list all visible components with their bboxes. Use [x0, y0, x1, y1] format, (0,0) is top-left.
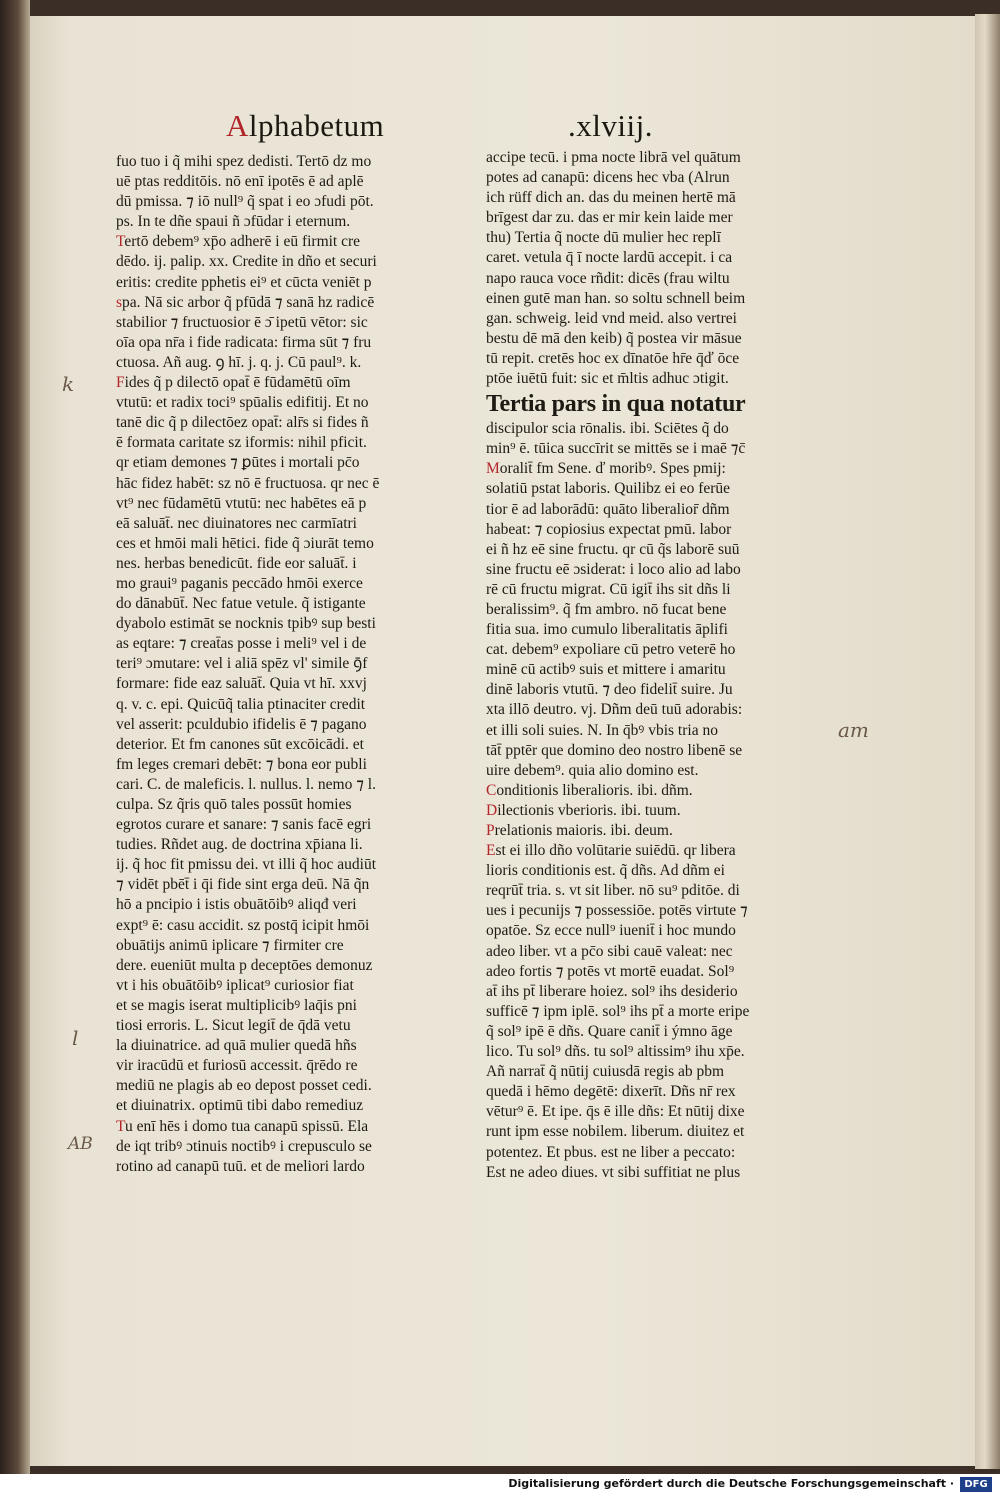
folio-number: .xlviij.: [568, 108, 653, 143]
rubric-initial: T: [116, 233, 125, 251]
text-line: cari. C. de maleficis. l. nullus. l. nemo ⁊ l.: [116, 775, 376, 793]
right-text-column: [486, 148, 749, 1183]
text-line: sufficē ⁊ ipm iplē. sol⁹ ihs pt̄ a morte eripe: [486, 1002, 750, 1020]
page-right-edge: [975, 14, 1000, 1469]
line-text: ides q̃ p dilectō opat̄ ē fūdamētū oīm: [124, 374, 351, 392]
text-line: minē cū actibꝰ suis et mittere i amaritu: [486, 661, 726, 679]
text-line: ei ñ hz eē sine fructu. qr cū q̃s laborē suū: [486, 540, 740, 558]
text-line: obuātijs animū iplicare ⁊ firmiter cre: [116, 936, 344, 954]
text-line: brīgest dar zu. das er mir kein laide mer: [486, 209, 733, 227]
text-line: discipulor scia rōnalis. ibi. Sciētes q̃ do: [486, 420, 729, 438]
rubric-initial: C: [486, 781, 497, 799]
text-line: tāt̄ pptēr que domino deo nostro libenē se: [486, 741, 743, 759]
rubric-initial: M: [486, 460, 500, 478]
text-line: stabilior ⁊ fructuosior ē ɔ̄ ipetū vētor: sic: [116, 313, 368, 331]
text-line: q. v. c. epi. Quicūq̃ talia ptinaciter credit: [116, 695, 366, 713]
text-line: Est ne adeo diues. vt sibi suffitiat ne plus: [486, 1163, 741, 1181]
text-line: [486, 841, 749, 861]
text-line: adeo fortis ⁊ potēs vt mortē euadat. Sol⁹: [486, 962, 735, 980]
text-line: dyabolo estimāt se nocknis tpibꝰ sup besti: [116, 615, 376, 633]
text-line: potes ad canapū: dicens hec vba (Alrun: [486, 169, 730, 187]
text-line: ces et hmōi mali hētici. fide q̃ ɔiurāt temo: [116, 534, 374, 552]
text-line: et diuinatrix. optimū tibi dabo remediuz: [116, 1097, 364, 1115]
text-line: ctuosa. Añ aug. ꝯ hī. j. q. j. Cū paul⁹. k.: [116, 353, 362, 371]
line-text: pa. Nā sic arbor q̃ pfūdā ⁊ sanā hz radicē: [122, 293, 375, 311]
text-line: mediū ne plagis ab eo depost posset cedi.: [116, 1077, 372, 1095]
text-line: teri⁹ ɔmutare: vel i aliā spēz vl' simile ꝯ̄f: [116, 655, 368, 673]
text-line: ptōe iuētū fuit: sic et m̄ltis adhuc ɔtigit.: [486, 370, 729, 388]
text-line: q̃ sol⁹ ipē ē dñs. Quare canit̄ i ýmno āge: [486, 1022, 733, 1040]
text-line: hāc fidez habēt: sz nō ē fructuosa. qr nec ē: [116, 474, 380, 492]
text-line: culpa. Sz q̃ris quō tales possūt homies: [116, 796, 352, 813]
text-line: uire debem⁹. quia alio domino est.: [486, 761, 699, 779]
text-line: runt ipm esse nobilem. liberum. diuitez et: [486, 1123, 745, 1141]
text-line: accipe tecū. i pma nocte librā vel quātum: [486, 149, 741, 166]
text-line: et illi soli suies. N. In q̄bꝰ vbis tria no: [486, 721, 718, 739]
text-line: [116, 373, 379, 393]
line-text: relationis maioris. ibi. deum.: [494, 822, 673, 839]
text-line: qr etiam demones ⁊ ꝑūtes i mortali pc̄o: [116, 454, 360, 472]
running-title: Alphabetum: [226, 108, 385, 143]
text-line: formare: fide eaz saluāt̄. Quia vt hī. xxvj: [116, 675, 367, 693]
text-line: napo rauca voce rñdit: dicēs (frau wiltu: [486, 269, 730, 287]
left-text-column: [116, 152, 379, 1177]
text-line: adeo liber. vt a pc̄o sibi cauē valeat: nec: [486, 942, 733, 960]
text-line: vtutū: et radix toci⁹ spūalis edifitij. Et no: [116, 394, 369, 412]
text-line: habeat: ⁊ copiosius expectat pmū. labor: [486, 520, 732, 538]
text-line: tiosi erroris. L. Sicut legit̄ de q̄dā vetu: [116, 1017, 351, 1035]
line-text: oralit̄ fm Sene. ď moribꝰ. Spes pmij:: [499, 460, 726, 478]
text-line: [486, 821, 749, 841]
text-line: dere. eueniūt multa p deceptōes demonuz: [116, 956, 373, 974]
text-line: la diuinatrice. ad quā mulier quedā hñs: [116, 1037, 357, 1055]
section-heading: Tertia pars in qua notatur: [486, 391, 746, 418]
text-line: tanē dic q̃ p dilectōez opat̄: alr̄s si fides ñ: [116, 414, 369, 432]
text-line: [486, 459, 749, 479]
text-line: deterior. Et fm canones sūt excōicādi. et: [116, 735, 364, 753]
line-text: u enī hēs i domo tua canapū spissū. Ela: [124, 1117, 369, 1135]
text-line: fitia sua. imo cumulo liberalitatis āplifi: [486, 621, 728, 639]
text-line: do dānabūt̄. Nec fatue vetule. q̃ istigante: [116, 595, 366, 613]
text-line: gan. schweig. leid vnd meid. also vertrei: [486, 309, 737, 327]
text-line: oīa opa nr̄a i fide radicata: firma sūt ⁊ fru: [116, 333, 372, 351]
text-line: vētur⁹ ē. Et ipe. q̄s ē ille dñs: Et nūtij dixe: [486, 1103, 745, 1121]
text-line: at̄ ihs pt̄ liberare hoiez. sol⁹ ihs desiderio: [486, 982, 738, 1000]
text-line: lico. Tu sol⁹ dñs. tu sol⁹ altissim⁹ ihu xp̄e.: [486, 1043, 745, 1061]
text-line: ē formata caritate sz iformis: nihil pficit.: [116, 434, 367, 452]
line-text: ilectionis vberioris. ibi. tuum.: [497, 801, 681, 819]
text-line: thu) Tertia q̃ nocte dū mulier hec replī: [486, 229, 721, 247]
text-line: bestu dē mā den keib) q̃ postea vir māsue: [486, 329, 742, 347]
text-line: [116, 232, 379, 252]
text-line: vt⁹ nec fūdamētū vtutū: nec habētes eā p: [116, 494, 367, 512]
text-line: solatiū pstat laboris. Quilibz ei eo ferūe: [486, 480, 731, 498]
text-line: vt i his obuātōibꝰ iplicat⁹ curiosior fiat: [116, 976, 354, 994]
rubric-initial: T: [116, 1117, 125, 1135]
text-line: Añ narrat̄ q̃ nūtij cuiusdā regis ab pbm: [486, 1063, 725, 1081]
text-line: [486, 781, 749, 801]
line-text: onditionis liberalioris. ibi. dñm.: [496, 781, 693, 799]
margin-note: am: [838, 718, 869, 742]
dfg-logo: DFG: [960, 1477, 992, 1492]
text-line: sine fructu eē ɔsiderat: i loco alio ad labo: [486, 560, 741, 578]
text-line: tū repit. cretēs hoc ex dīnatōe hr̄e q̄ď ōce: [486, 349, 740, 367]
rubric-initial: F: [116, 374, 125, 392]
text-line: reqrūt̄ tria. s. vt sit liber. nō su⁹ pditōe. di: [486, 882, 740, 900]
footer-bar: [0, 1474, 1000, 1496]
text-line: [116, 1117, 379, 1137]
text-line: vel asserit: pculdubio ifidelis ē ⁊ pagano: [116, 715, 367, 733]
text-line: et se magis iserat multiplicibꝰ laq̄is pni: [116, 996, 357, 1014]
text-line: opatōe. Sz ecce null⁹ iuenit̄ i hoc mundo: [486, 922, 736, 940]
funding-credit: Digitalisierung gefördert durch die Deutsche Forschungsgemeinschaft ·: [508, 1477, 954, 1490]
rubric-initial: P: [486, 822, 495, 839]
text-line: ich rüff dich an. das du meinen hertē mā: [486, 189, 736, 207]
line-text: st ei illo dño volūtarie suiēdū. qr libera: [495, 842, 736, 860]
text-line: eritis: credite pphetis ei⁹ et cūcta veniēt p: [116, 273, 372, 291]
text-line: beralissim⁹. q̃ fm ambro. nō fucat bene: [486, 600, 727, 618]
text-line: [486, 801, 749, 821]
text-line: [116, 293, 379, 313]
text-line: eā saluāt̄. nec diuinatores nec carmīatri: [116, 514, 357, 532]
text-line: quedā i hēmo degētē: dixerīt. Dñs nr̄ rex: [486, 1083, 736, 1101]
text-line: vir iracūdū et furiosū accessit. q̄rēdo re: [116, 1057, 358, 1075]
text-line: rē cū fructu migrat. Cū igit̄ ihs sit dñs li: [486, 580, 731, 598]
text-line: ⁊ vidēt pbēt̄ i q̄i fide sint erga deū. Nā q̃n: [116, 876, 370, 894]
text-line: fuo tuo i q̃ mihi spez dedisti. Tertō dz mo: [116, 153, 372, 170]
text-line: tior ē ad laborādū: quāto liberalior̄ dñm: [486, 500, 730, 518]
text-line: caret. vetula q̄ ī nocte lardū accepit. i ca: [486, 249, 733, 267]
text-line: ps. In te dñe spaui ñ ɔfūdar i eternum.: [116, 213, 351, 231]
text-line: as eqtare: ⁊ creat̄as posse i meli⁹ vel i de: [116, 635, 367, 653]
text-line: nes. herbas benedicūt. fide eor saluāt̄. i: [116, 554, 357, 572]
text-line: egrotos curare et sanare: ⁊ sanis facē egri: [116, 816, 372, 834]
text-line: potentez. Et pbus. est ne liber a peccato:: [486, 1143, 736, 1161]
rubric-initial: s: [116, 293, 123, 311]
text-line: xta illō deutro. vj. Dñm deū tuū adorabis:: [486, 701, 743, 719]
text-line: min⁹ ē. tūica succīrit se mittēs se i maē ⁊c̄: [486, 440, 746, 458]
text-line: rotino ad canapū tuū. et de meliori lardo: [116, 1157, 365, 1175]
margin-note: l: [72, 1026, 79, 1050]
text-line: expt⁹ ē: casu accidit. sz postq̄ icipit hmōi: [116, 916, 370, 934]
book-binding-edge: [0, 0, 30, 1474]
text-line: uē ptas redditōis. nō enī ipotēs ē ad aplē: [116, 173, 364, 191]
text-line: einen gutē man han. so soltu schnell beim: [486, 289, 746, 307]
line-text: ertō debem⁹ xp̄o adherē i eū firmit cre: [124, 233, 361, 251]
rubric-initial: D: [486, 801, 498, 819]
text-line: ij. q̃ hoc fit pmissu dei. vt illi q̃ hoc audiūt: [116, 856, 377, 874]
text-line: dēdo. ij. palip. xx. Credite in dño et securi: [116, 253, 377, 271]
text-line: hō a pncipio i istis obuātōibꝰ aliqđ veri: [116, 896, 357, 914]
text-line: dinē laboris vtutū. ⁊ deo fidelit̄ suire. Ju: [486, 681, 733, 699]
text-line: lioris conditionis est. q̃ dñs. Ad dñm ei: [486, 862, 725, 880]
rubric-initial: E: [486, 842, 496, 860]
margin-note: AB: [68, 1134, 93, 1154]
margin-note: k: [62, 372, 75, 396]
text-line: ues i pecunijs ⁊ possessiōe. potēs virtute ⁊: [486, 902, 748, 920]
text-line: fm leges cremari debēt: ⁊ bona eor publi: [116, 755, 367, 773]
text-line: tudies. Rñdet aug. de doctrina xp̄iana li.: [116, 836, 363, 854]
text-line: cat. debem⁹ expoliare cū petro veterē ho: [486, 641, 736, 659]
text-line: mo graui⁹ paganis peccādo hmōi exerce: [116, 574, 363, 592]
text-line: dū pmissa. ⁊ iō null⁹ q̃ spat i eo ɔfudi pōt.: [116, 193, 374, 211]
text-line: de iqt tribꝰ ɔtinuis noctibꝰ i crepusculo se: [116, 1137, 372, 1155]
